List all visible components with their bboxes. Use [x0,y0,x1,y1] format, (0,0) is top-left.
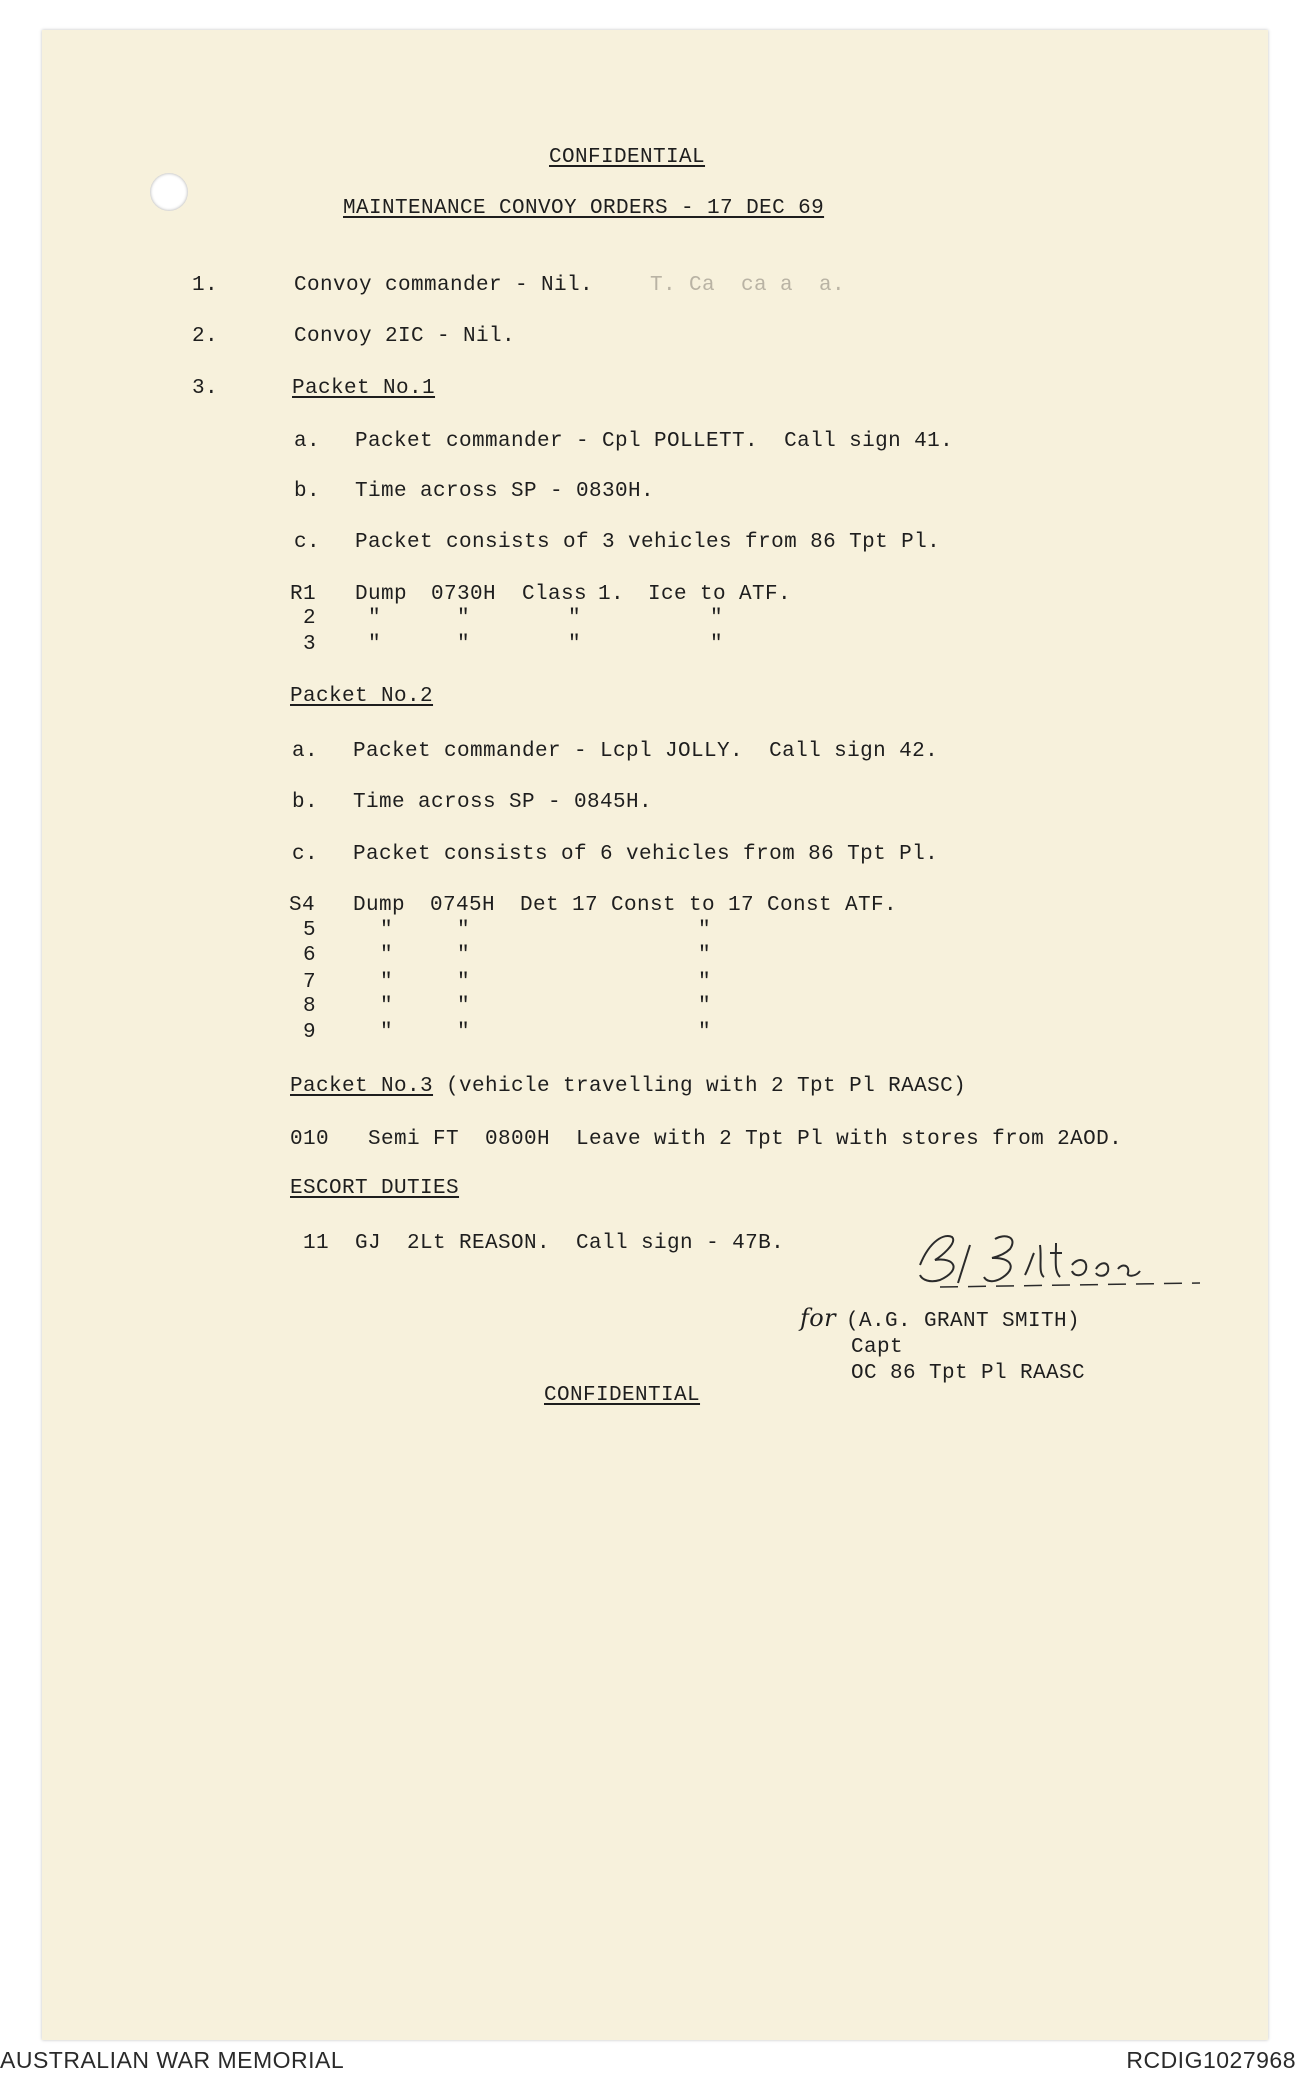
packet-2-row-col2: " [457,971,471,994]
signatory-unit: OC 86 Tpt Pl RAASC [851,1362,1086,1385]
packet-1-row-col2: " [457,633,471,656]
footer-source: AUSTRALIAN WAR MEMORIAL [0,2047,345,2073]
packet-1-c-label: c. [294,531,321,554]
packet-2-row-col1: " [380,1021,394,1044]
classification-bottom: CONFIDENTIAL [544,1384,701,1407]
packet-1-row-col5: Ice to ATF. [648,583,792,606]
footer-record-id: RCDIG1027968 [1126,2047,1296,2073]
classification-top: CONFIDENTIAL [549,146,706,169]
packet-1-row-col1: " [368,607,382,630]
packet-2-row-id: 8 [303,995,317,1018]
packet-2-row-id: S4 [289,894,316,917]
packet-1-row-col3: " [568,607,582,630]
packet-1-row-col1: " [368,633,382,656]
packet-1-time: Time across SP - 0830H. [355,480,655,503]
handwritten-signature [900,1225,1210,1295]
escort-heading: ESCORT DUTIES [290,1177,460,1200]
packet-2-row-col2: 0745H [430,894,496,917]
packet-1-a-label: a. [294,430,321,453]
packet-2-row-id: 5 [303,919,317,942]
packet-2-heading: Packet No.2 [290,685,434,708]
packet-2-row-col1: " [380,971,394,994]
packet-2-a-label: a. [292,740,319,763]
packet-1-heading: Packet No.1 [292,377,436,400]
document-title: MAINTENANCE CONVOY ORDERS - 17 DEC 69 [343,197,825,220]
packet-2-row-col1: " [380,919,394,942]
packet-2-row-col2: " [457,944,471,967]
packet-2-commander: Packet commander - Lcpl JOLLY. Call sign 42. [353,740,939,763]
packet-3-row: 010 Semi FT 0800H Leave with 2 Tpt Pl with stores from 2AOD. [290,1128,1123,1151]
packet-3-note: (vehicle travelling with 2 Tpt Pl RAASC) [446,1075,967,1098]
packet-2-row-col1: " [380,995,394,1018]
packet-2-row-col5: " [698,944,712,967]
packet-2-row-col1: Dump [353,894,406,917]
for-mark: for [800,1304,837,1332]
packet-1-b-label: b. [294,480,321,503]
packet-2-row-id: 9 [303,1021,317,1044]
packet-2-time: Time across SP - 0845H. [353,791,653,814]
packet-2-row-col2: " [457,1021,471,1044]
packet-1-row-col2: " [457,607,471,630]
packet-1-row-id: 2 [303,607,317,630]
packet-1-commander: Packet commander - Cpl POLLETT. Call sign 41. [355,430,954,453]
punch-hole [150,173,188,211]
item-3-number: 3. [192,377,219,400]
packet-2-row-col5: " [698,1021,712,1044]
packet-1-consists: Packet consists of 3 vehicles from 86 Tpt Pl. [355,531,941,554]
packet-1-row-col1: Dump [355,583,408,606]
packet-2-row-col2: " [457,919,471,942]
item-1-faint-text: T. Ca ca a a. [650,274,846,297]
signatory-rank: Capt [851,1336,904,1359]
packet-2-b-label: b. [292,791,319,814]
packet-2-row-col5: " [698,995,712,1018]
item-2-number: 2. [192,325,219,348]
item-2-text: Convoy 2IC - Nil. [294,325,516,348]
packet-2-row-col2: " [457,995,471,1018]
signatory-name: (A.G. GRANT SMITH) [846,1310,1081,1333]
packet-1-row-col3: Class [522,583,588,606]
packet-2-c-label: c. [292,843,319,866]
packet-2-row-col5: " [698,971,712,994]
packet-3-heading: Packet No.3 [290,1075,434,1098]
document-page [42,30,1268,2040]
item-1-text: Convoy commander - Nil. [294,274,594,297]
packet-1-row-id: 3 [303,633,317,656]
packet-2-row-id: 7 [303,971,317,994]
packet-1-row-id: R1 [290,583,317,606]
packet-2-consists: Packet consists of 6 vehicles from 86 Tpt Pl. [353,843,939,866]
packet-2-row-col1: " [380,944,394,967]
packet-1-row-col5: " [710,607,724,630]
packet-1-row-col3: " [568,633,582,656]
packet-1-row-col5: " [710,633,724,656]
packet-2-row-id: 6 [303,944,317,967]
packet-2-row-col3: Det 17 Const to 17 Const ATF. [520,894,898,917]
item-1-number: 1. [192,274,219,297]
packet-2-row-col5: " [698,919,712,942]
packet-1-row-col2: 0730H [431,583,497,606]
packet-1-row-col4: 1. [598,583,625,606]
escort-row: 11 GJ 2Lt REASON. Call sign - 47B. [303,1232,785,1255]
